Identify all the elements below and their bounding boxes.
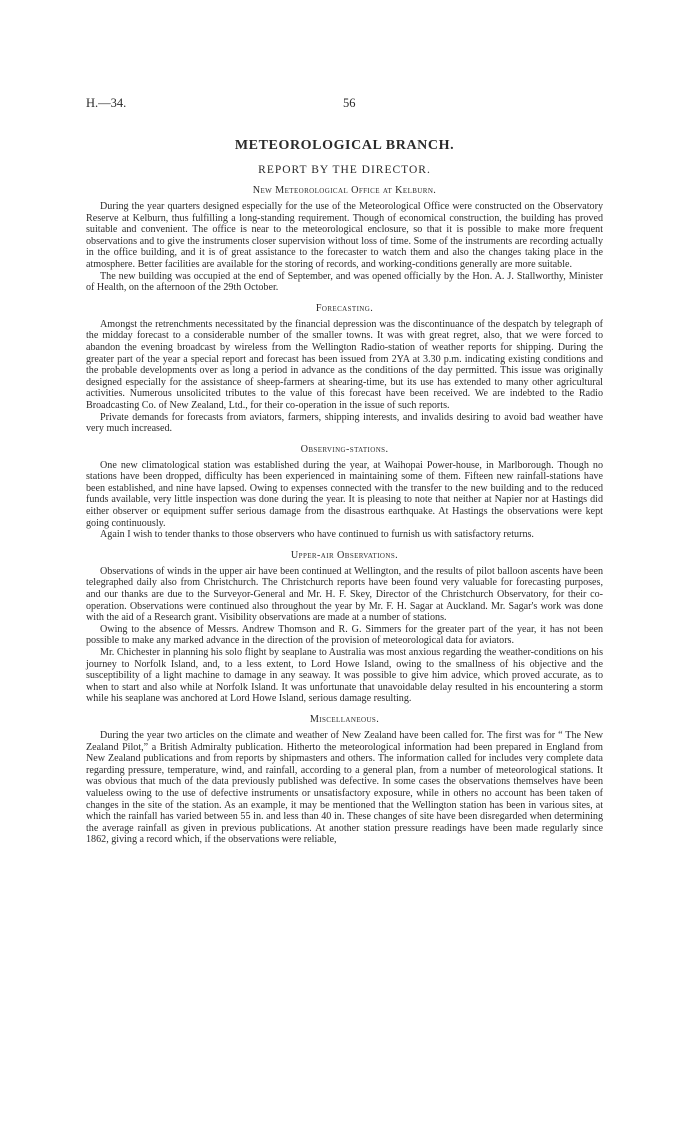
section-observing-stations xyxy=(86,444,603,541)
paragraph: Mr. Chichester in planning his solo flight by seaplane to Australia was most anxious regarding the weather-conditions on his journey to Norfolk Island, and, to a less extent, to Lord Howe Island, owing to the smallness of his objective and the susceptibility of a light machine to damage in any seaway. It was possible to give him advice, which proved accurate, as to when to start and also while at Norfolk Island. It was unfortunate that unavoidable delay resulted in his encountering a storm while his seaplane was anchored at Lord Howe Island, serious damage resulting. xyxy=(86,647,603,705)
section-upper-air-observations xyxy=(86,550,603,705)
paragraph: Observations of winds in the upper air have been continued at Wellington, and the results of pilot balloon ascents have been telegraphed daily also from Christchurch. The Christchurch reports have been found very valuable for forecasting purposes, and our thanks are due to the Surveyor-General and Mr. H. F. Skey, Director of the Christchurch Observatory, for their co-operation. Observations were continued also throughout the year by Mr. F. H. Sagar at Auckland. Mr. Sagar's work was done with the aid of a Research grant. Visibility observations are made at a number of stations. xyxy=(86,565,603,624)
document-page xyxy=(86,96,603,846)
paragraph: The new building was occupied at the end of September, and was opened officially by the Hon. A. J. Stallworthy, Minister of Health, on the afternoon of the 29th October. xyxy=(86,270,603,294)
section-heading: Forecasting. xyxy=(315,302,374,314)
page-header xyxy=(86,96,603,118)
report-subtitle: REPORT BY THE DIRECTOR. xyxy=(258,164,431,176)
section-forecasting xyxy=(86,303,603,435)
report-reference: H.—34. xyxy=(86,96,127,110)
paragraph: Again I wish to tender thanks to those observers who have continued to furnish us with satisfactory returns. xyxy=(100,529,534,541)
paragraph: One new climatological station was established during the year, at Waihopai Power-house, in Marlborough. Though no stations have been dropped, difficulty has been experienced in maintaining some of them. Fifteen new rainfall-stations have been established, and nine have lapsed. Owing to expenses connected with the transfer to the new building and to the reduced funds available, very little inspection was done during the year. It is pleasing to note that neither at Napier nor at Hastings did either observer or equipment suffer serious damage from the disastrous earthquake. At Hastings the observations were kept going continuously. xyxy=(86,459,603,529)
branch-title: METEOROLOGICAL BRANCH. xyxy=(234,138,455,153)
section-heading: Miscellaneous. xyxy=(309,713,380,725)
section-heading: Observing-stations. xyxy=(300,443,389,455)
page-number: 56 xyxy=(343,96,356,110)
section-heading: New Meteorological Office at Kelburn. xyxy=(252,185,437,196)
section-new-office xyxy=(86,185,603,294)
paragraph: During the year two articles on the climate and weather of New Zealand have been called for. The first was for “ The New Zealand Pilot,” a British Admiralty publication. Hitherto the meteorological information had been prepared in England from New Zealand publications and from reports by shipmasters and others. The information called for includes very complete data regarding pressure, temperature, wind, and rainfall, according to a general plan, from a number of meteorological stations. It was obvious that much of the data previously published was defective. In some cases the observations themselves have been valueless owing to the use of defective instruments or unsatisfactory exposure, while in others no account has been taken of changes in the site of the station. As an example, it may be mentioned that the Wellington station has been in various sites, at which the rainfall has varied between 55 in. and less than 40 in. These changes of site have been disregarded when determining the average rainfall as given in previous publications. At another station pressure readings have been made regularly since 1862, giving a record which, if the observations were reliable, xyxy=(86,729,603,846)
paragraph: Owing to the absence of Messrs. Andrew Thomson and R. G. Simmers for the greater part of the year, it has not been possible to make any marked advance in the direction of the provision of meteorological data for aviators. xyxy=(86,623,603,647)
paragraph: During the year quarters designed especially for the use of the Meteorological Office were constructed on the Observatory Reserve at Kelburn, thus fulfilling a long-standing requirement. Though of economical construction, the building has proved suitable and convenient. The office is near to the meteorological enclosure, so that it is possible to make more frequent observations and to give the instruments closer supervision without loss of time. Some of the instruments are recording actually in the office building, and it is of great assistance to the forecaster to watch them and also the changes taking place in the atmosphere. Better facilities are available for the storing of records, and working-conditions generally are more suitable. xyxy=(86,201,603,270)
section-heading: Upper-air Observations. xyxy=(290,549,399,561)
section-miscellaneous xyxy=(86,714,603,846)
paragraph: Amongst the retrenchments necessitated by the financial depression was the discontinuance of the despatch by telegraph of the midday forecast to a considerable number of the smaller towns. It was with great regret, also, that we were forced to abandon the evening broadcast by wireless from the Wellington Radio-station of weather reports for shipping. During the greater part of the year a special report and forecast has been issued from 2YA at 3.30 p.m. indicating existing conditions and the probable developments over as long a period in advance as the conditions of the day permitted. This issue was originally designed especially for the assistance of sheep-farmers at shearing-time, but its use has extended to many other agricultural activities. Numerous unsolicited tributes to the value of this forecast have been received. We are indebted to the Radio Broadcasting Co. of New Zealand, Ltd., for their co-operation in the issue of such reports. xyxy=(86,318,603,411)
paragraph: Private demands for forecasts from aviators, farmers, shipping interests, and invalids desiring to avoid bad weather have very much increased. xyxy=(86,411,603,435)
